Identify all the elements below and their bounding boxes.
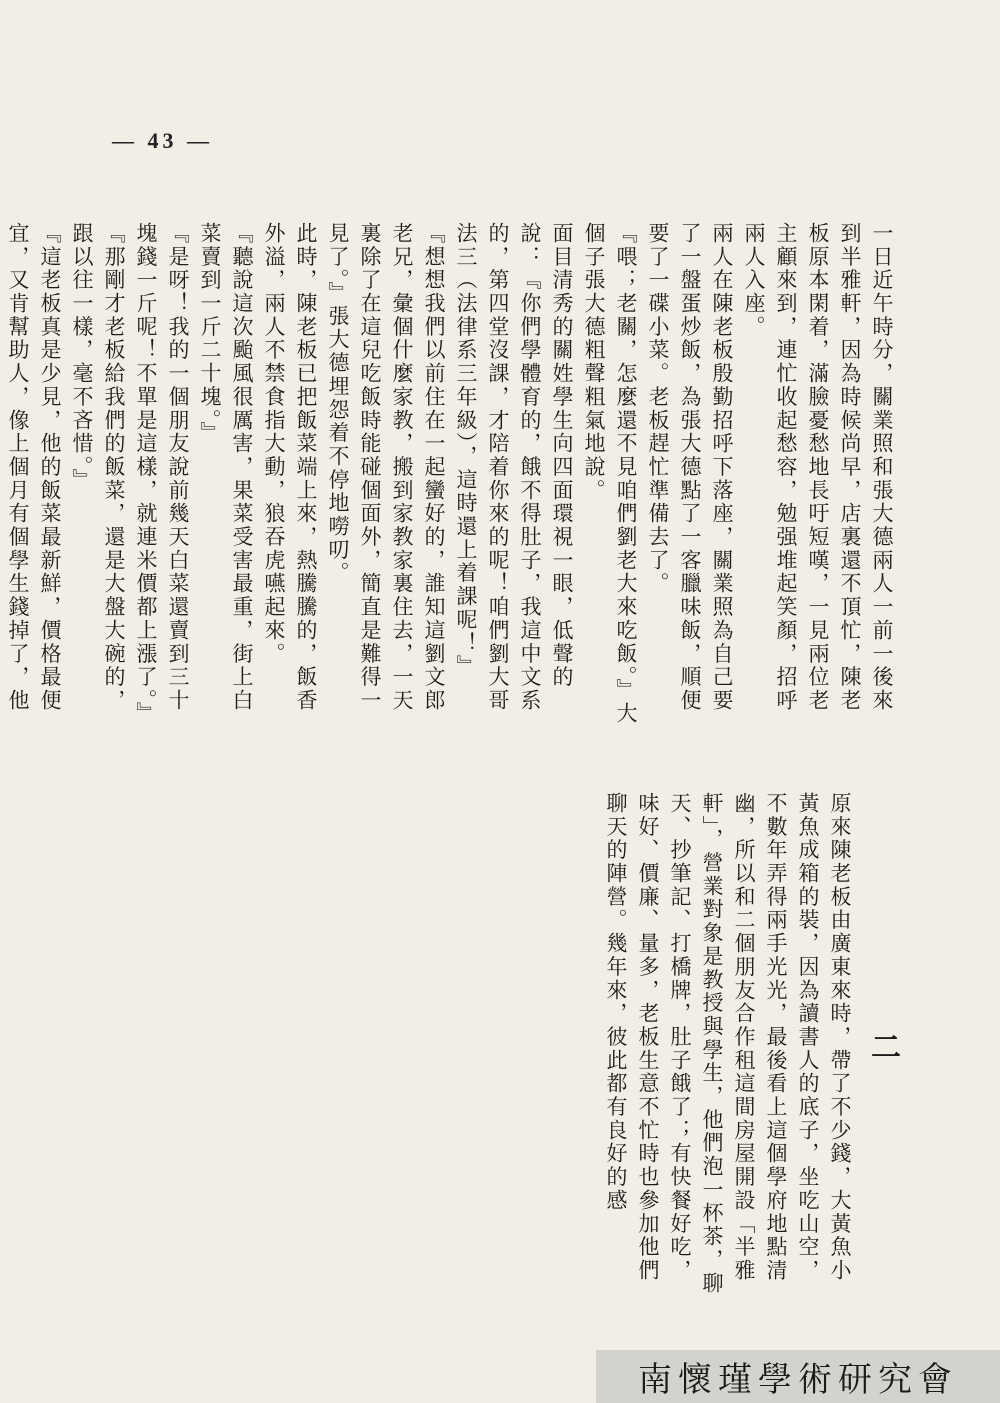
paragraph: 面目清秀的關姓學生向四面環視一眼，低聲的說：『你們學體育的，餓不得肚子，我這中文系的，第四堂沒課，才陪着你來的呢！咱們劉大哥法三（法律系三年級），這時還上着課呢！』: [454, 222, 574, 713]
paragraph: 『喂；老關，怎麼還不見咱們劉老大來吃飯。』大個子張大德粗聲粗氣地說。: [582, 222, 638, 726]
footer-label: 南懷瑾學術研究會: [638, 1360, 958, 1400]
paragraph: 『這老板真是少見，他的飯菜最新鮮，價格最便宜，又肯幫助人，像上個月有個學生錢掉了，他: [6, 222, 62, 713]
paragraph: 『是呀！我的一個朋友說前幾天白菜還賣到三十塊錢一斤呢！不單是這樣，就連米價都上漲了。』: [134, 222, 190, 726]
paragraph: 一日近午時分，關業照和張大德兩人一前一後來到半雅軒，因為時候尚早，店裏還不頂忙，陳老板原本閑着，滿臉憂愁地長吁短嘆，一見兩位老主顧來到，連忙收起愁容，勉强堆起笑顏，招呼兩人入座。: [742, 222, 894, 713]
paragraph: 兩人在陳老板殷勤招呼下落座，關業照為自己要了一盤蛋炒飯，為張大德點了一客臘味飯，順便要了一碟小菜。老板趕忙準備去了。: [646, 222, 734, 713]
watermark-banner: [596, 1350, 1000, 1403]
upper-text-block: [6, 222, 898, 732]
paragraph: 原來陳老板由廣東來時，帶了不少錢，大黃魚小黃魚成箱的裝，因為讀書人的底子，坐吃山空，不數年弄得兩手光光，最後看上這個學府地點清幽，所以和二個朋友合作租這間房屋開設「半雅軒」，營業對象是教授與學生，他們泡一杯茶，聊天、抄筆記、打橋牌，肚子餓了；有快餐好吃，味好、價廉、量多，老板生意不忙時也參加他們聊天的陣營。幾年來，彼此都有良好的感: [604, 792, 852, 1296]
paragraph: 『想想我們以前住在一起蠻好的，誰知這劉文郎老兄，彙個什麼家教，搬到家教家裏住去，一天裏除了在這兒吃飯時能碰個面外，簡直是難得一見了。』張大德埋怨着不停地嘮叨。: [326, 222, 446, 713]
lower-text-block: [106, 792, 898, 1302]
paragraph: 此時，陳老板已把飯菜端上來，熱騰騰的，飯香外溢，兩人不禁食指大動，狼吞虎嚥起來。: [262, 222, 318, 713]
section-heading: 二: [865, 1030, 900, 1064]
page-number: — 43 —: [112, 128, 213, 153]
paragraph: 『那剛才老板給我們的飯菜，還是大盤大碗的，跟以往一樣，毫不吝惜。』: [70, 222, 126, 713]
paragraph: 『聽說這次颱風很厲害，果菜受害最重，街上白菜賣到一斤二十塊。』: [198, 222, 254, 713]
